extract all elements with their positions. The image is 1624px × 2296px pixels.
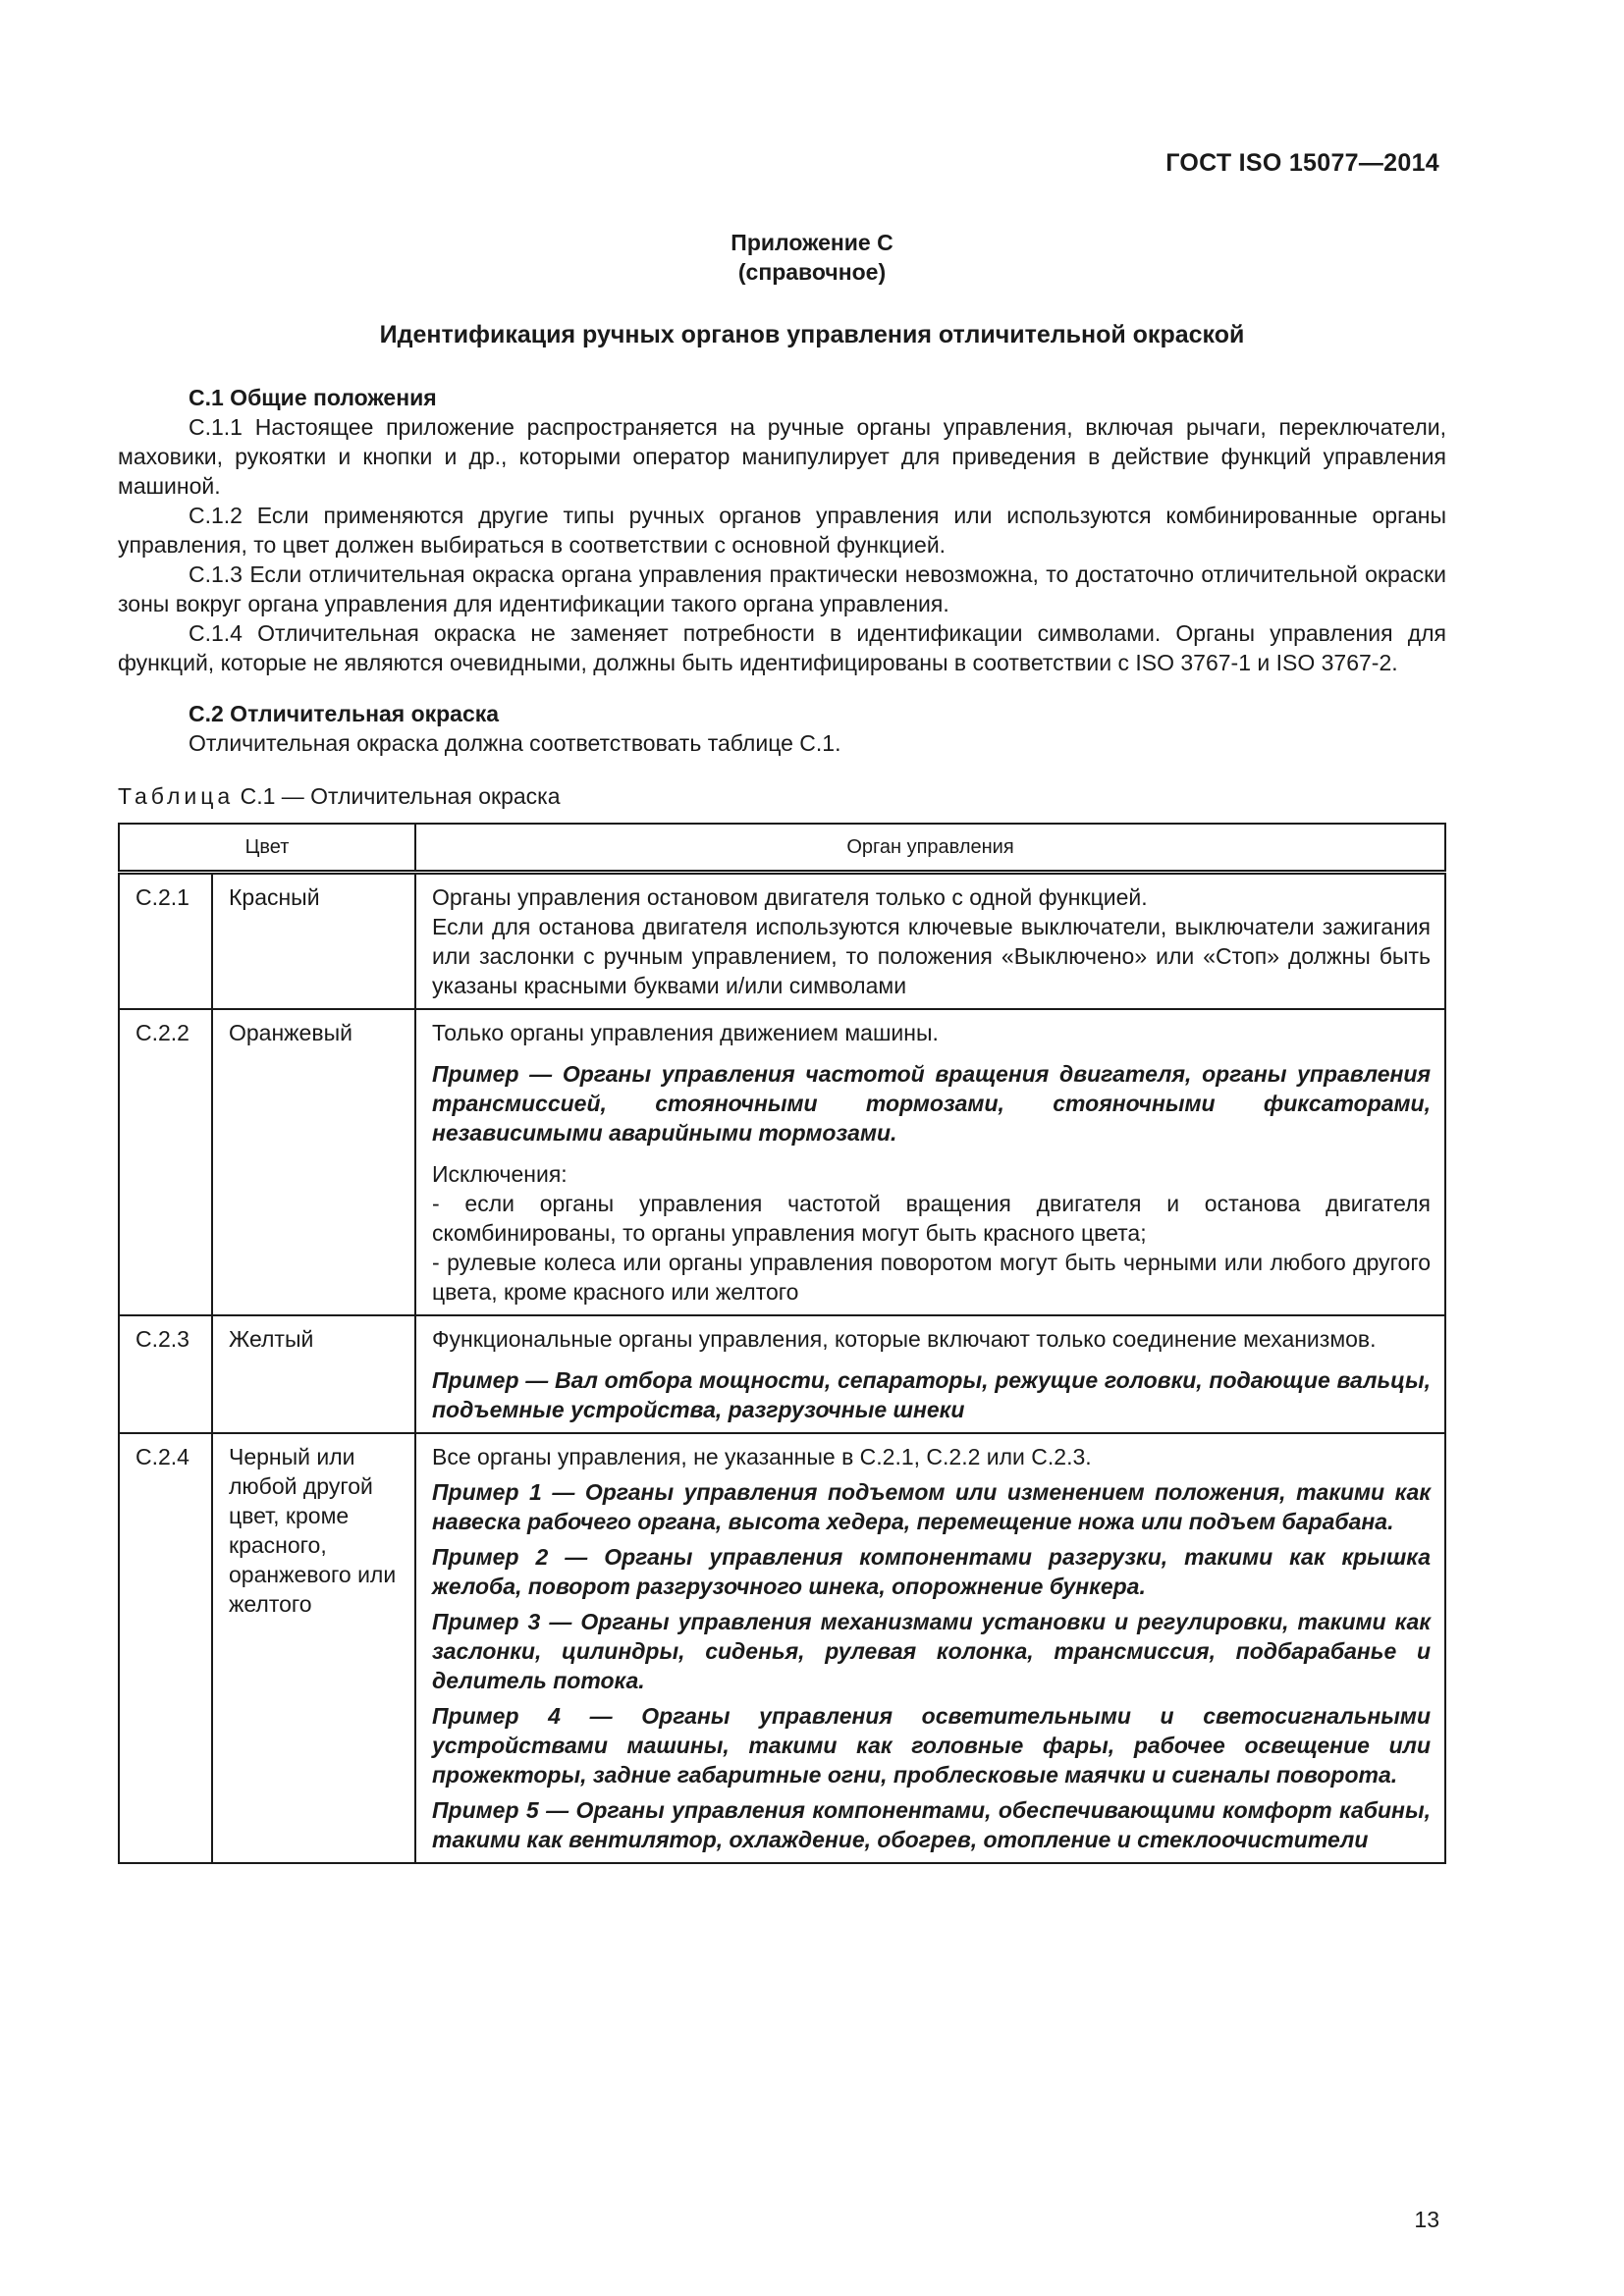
table-caption-prefix: Таблица — [118, 783, 235, 809]
page-number: 13 — [1414, 2207, 1439, 2232]
description-text: Функциональные органы управления, которые включают только соединение механизмов. — [432, 1326, 1377, 1352]
row-color: Оранжевый — [212, 1009, 415, 1315]
annex-label: Приложение С — [731, 230, 893, 255]
row-description — [415, 873, 1445, 1010]
row-color: Красный — [212, 873, 415, 1010]
row-code: С.2.1 — [119, 873, 212, 1010]
table-row — [119, 1433, 1445, 1863]
annex-status: (справочное) — [737, 259, 887, 285]
row-color: Желтый — [212, 1315, 415, 1433]
annex-heading — [0, 228, 1624, 287]
description-text: Все органы управления, не указанные в С.2.1, С.2.2 или С.2.3. — [432, 1444, 1092, 1469]
header-control: Орган управления — [415, 824, 1445, 873]
example-text: Пример — Вал отбора мощности, сепараторы, режущие головки, подающие вальцы, подъемные устройства, разгрузочные шнеки — [432, 1367, 1431, 1422]
example-text: Пример 2 — Органы управления компонентами разгрузки, такими как крышка желоба, поворот разгрузочного шнека, опорожнение бункера. — [432, 1544, 1431, 1599]
row-code: С.2.3 — [119, 1315, 212, 1433]
paragraph: Отличительная окраска должна соответствовать таблице С.1. — [189, 730, 841, 756]
description-text: Если для останова двигателя используются ключевые выключатели, выключатели зажигания или заслонки с ручным управлением, то положения «Выключено» или «Стоп» должны быть указаны красными буквами и/или символами — [432, 914, 1431, 998]
exceptions-label: Исключения: — [432, 1161, 568, 1187]
table-caption — [118, 781, 1446, 811]
paragraph: С.1.2 Если применяются другие типы ручных органов управления или используются комбинированные органы управления, то цвет должен выбираться в соответствии с основной функцией. — [118, 503, 1446, 558]
section-heading: С.2 Отличительная окраска — [189, 701, 500, 726]
example-text: Пример — Органы управления частотой вращения двигателя, органы управления трансмиссией, стояночными тормозами, стояночными фиксаторами, независимыми аварийными тормозами. — [432, 1061, 1431, 1146]
row-description — [415, 1009, 1445, 1315]
standard-code: ГОСТ ISO 15077—2014 — [1165, 149, 1439, 177]
header-color: Цвет — [119, 824, 415, 873]
paragraph: С.1.4 Отличительная окраска не заменяет потребности в идентификации символами. Органы управления для функций, которые не являются очевидными, должны быть идентифицированы в соответствии с ISO 3767-1 и ISO 3767-2. — [118, 620, 1446, 675]
description-text: Только органы управления движением машины. — [432, 1020, 939, 1045]
table-row — [119, 1315, 1445, 1433]
example-text: Пример 5 — Органы управления компонентами, обеспечивающими комфорт кабины, такими как вентилятор, охлаждение, обогрев, отопление и стеклоочистители — [432, 1797, 1431, 1852]
row-code: С.2.2 — [119, 1009, 212, 1315]
table-row — [119, 1009, 1445, 1315]
table-caption-text: С.1 — Отличительная окраска — [234, 783, 561, 809]
exception-item: - если органы управления частотой вращения двигателя и останова двигателя скомбинированы, то органы управления могут быть красного цвета; — [432, 1191, 1431, 1246]
table-header-row — [119, 824, 1445, 873]
document-body — [118, 383, 1446, 1864]
example-text: Пример 1 — Органы управления подъемом или изменением положения, такими как навеска рабочего органа, высота хедера, перемещение ножа или подъем барабана. — [432, 1479, 1431, 1534]
section-heading: С.1 Общие положения — [189, 385, 437, 410]
exception-item: - рулевые колеса или органы управления поворотом могут быть черными или любого другого цвета, кроме красного или желтого — [432, 1250, 1431, 1305]
annex-title: Идентификация ручных органов управления отличительной окраской — [379, 321, 1245, 348]
row-color: Черный или любой другой цвет, кроме красного, оранжевого или желтого — [212, 1433, 415, 1863]
example-text: Пример 4 — Органы управления осветительными и светосигнальными устройствами машины, такими как головные фары, рабочее освещение или прожекторы, задние габаритные огни, проблесковые маячки и сигналы поворота. — [432, 1703, 1431, 1788]
description-text: Органы управления остановом двигателя только с одной функцией. — [432, 884, 1148, 910]
table-row — [119, 873, 1445, 1010]
paragraph: С.1.1 Настоящее приложение распространяется на ручные органы управления, включая рычаги, переключатели, маховики, рукоятки и кнопки и др., которыми оператор манипулирует для приведения в действие функций управления машиной. — [118, 414, 1446, 499]
color-table — [118, 823, 1446, 1864]
row-code: С.2.4 — [119, 1433, 212, 1863]
paragraph: С.1.3 Если отличительная окраска органа управления практически невозможна, то достаточно отличительной окраски зоны вокруг органа управления для идентификации такого органа управления. — [118, 561, 1446, 616]
example-text: Пример 3 — Органы управления механизмами установки и регулировки, такими как заслонки, цилиндры, сиденья, рулевая колонка, трансмиссия, подбарабанье и делитель потока. — [432, 1609, 1431, 1693]
row-description — [415, 1433, 1445, 1863]
row-description — [415, 1315, 1445, 1433]
